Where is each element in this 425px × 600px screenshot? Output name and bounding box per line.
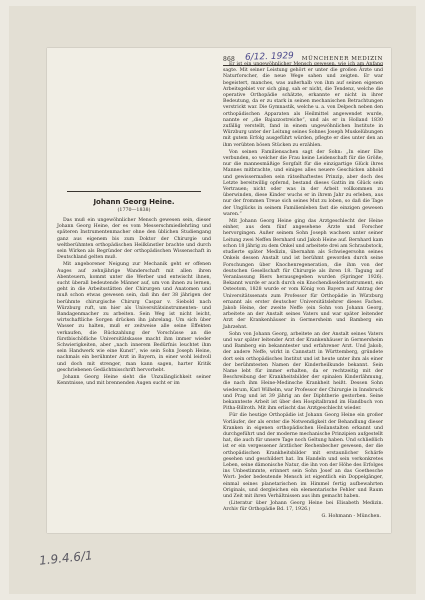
newspaper-clipping [47, 48, 391, 533]
pencil-archive-note: 1.9.4.6/1 [38, 548, 94, 568]
paragraph: Das muß ein ungewöhnlicher Mensch gewesen sein, dieser Johann Georg Heine, der es vom Messerschmiedlehrling und späteren Instrumentenmacher ohne den üblichen Studiengang ganz aus eigenem bis zum Doktor der Chirurgie und weltberühmten orthopädischen Heilkünstler brachte und durch sein Wirken als Begründer der orthopädischen Wissenschaft in Deutschland gelten muß. [57, 218, 211, 261]
paragraph: Mit Johann Georg Heine ging das Arztgeschlecht der Heine einher, aus dem fünf angesehene Ärzte und Forscher hervorgingen. Außer seinem Sohn Joseph wachsen unter seiner Leitung zwei Neffen Bernhard und Jakob Heine auf. Bernhard kam schon 18 jährig zu dem Onkel und arbeitete drei am Schraubstock, studierte später Medizin, übernahm als Schwiegersohn seines Onkels dessen Anstalt und ist berühmt geworden durch seine Forschungen über Knochenregeneration, die ihm von der deutschen Gesellschaft für Chirurgie als ihren 18. Tagung auf Veranlassung Biers herausgegeben wurden (Springer 1926). Bekannt wurde er auch durch ein Knochendiselderinstrument, ein Osteotom, 1828 wurde er vom König von Bayern auf Antrag der Universitätssenats zum Professor für Orthopädie in Würzburg ernannt als erster deutscher Universitätslehrer dieses Faches. Jakob Heine, der zweite Neffe (ein Sohn von Johann Georg, arbeitete an der Anstalt seines Vaters und war später leitender Arzt der Krankenhäuser in Germersheim und Bamberg ein Jahrzehnt. [223, 219, 383, 330]
paragraph: Mit angeborener Neigung zur Mechanik geht er offenen Auges auf zehnjährige Wanderschaft mit allen ihren Abenteuern, kommt unter die Werber und entwischt ihnen, sucht überall bedeutende Männer auf, um von ihnen zu lernen, geht in die Arbeitsstätten der Chirurgen und Anatomen und muß schon etwas gewesen sein, daß ihn der 38 jährigen der berühmte chirurgische Chirurg Caspar v. Siebold nach Würzburg ruft, um hier als Universitätsinstrumenten- und Bandagenmacher zu arbeiten. Sein Weg ist nicht leicht, wirtschaftliche Sorgen drücken ihn jahrelang. Um sich über Wasser zu halten, muß er zeitweise alle seine Effekten verkaufen, die Rückzahlung der Vorschüsse an die fürstbischöfliche Universitätskasse macht ihm immer wieder Schwierigkeiten, aber „nach innerem Bedürfnis leuchtet ihm sein Handwerk wie eine Kunst“, wie sein Sohn Joseph Heine, nachmals ein berühmter Arzt in Bayern, in einer wohl leidvoll und doch mit strenger, man kann sagen, harter Kritik geschriebenen Gedächtnisschrift hervorhebt. [57, 262, 211, 373]
paragraph: (Literatur über Johann Georg Heine bei Elisabeth Medizin. Archiv für Orthopädie Bd. 17, 1926.) [223, 501, 383, 513]
archive-card [9, 6, 416, 594]
paragraph: Er ist ein ungewöhnlicher Mensch gewesen, wie ich am Anfang sagte. Mit seiner Leistung gehört er unter die großen Ärzte und Naturforscher, die neue Wege sahen und zeigten. Er war begeistert, manches, was außerhalb von ihm auf seinen eigenen Arbeitsgebiet vor sich ging, sah er nicht, die Tendenz, welche die operative Orthopädie schätzte, erkannte er nicht in ihrer Bedeutung, da er zu stark in seinen mechanischen Betrachtungen verstrickt war. Die Gymnastik, welche u. a. von Delpech neben den orthopädischen Apparaten als Heilmittel angewendet wurde, nannte er „die Bajazzostreiche“, und als er in Holland 1830 zufällig verstellt, fand in einem ungewöhnlichen Institute in Würzburg unter der Leitung seines Sohnes Joseph Muskelübungen mit gutem Erfolg ausgeführt würden, pflegte er dies unter den an ihm verübten bösen Stücken zu erzählen. [223, 62, 383, 148]
paragraph: Von seinen Familiensachen sagt der Sohn: „In einer Ehe verbunden, so welcher die Frau keine Leidenschaft für die Größe, nur die mannesmäßige Sorgfalt für die einzigartige Glück ihres Mannes mitbrachte, und einiges alles neuere Geschicken abhold und gewissermaßen sein rätselhaftestes Prinzip, aber doch des Letzte bereitwillig opfernd, bestand dieses Gattin im Glück sein Vertrauen; nicht oder was in der Arbeit vollkommen zu überwinden, diese Kinder wuchs er in ihrem Jahr zu erleben, aus nur der frommen Treue sich seines Mut zu loben, so daß die Tage der Unglücks in seinem Familienleben fast die einzigen gewesen waren.“ [223, 149, 383, 217]
right-column [223, 62, 383, 515]
title-rule [67, 191, 201, 192]
handwritten-date: 6/12. 1929 [244, 51, 295, 63]
article-years: (1770—1838) [117, 208, 151, 213]
journal-name: MÜNCHENER MEDIZIN [301, 56, 383, 62]
left-column [57, 218, 211, 388]
paragraph: Für die heutige Orthopädie ist Johann Georg Heine ein großer Vorläufer, der als erster die Notwendigkeit der Behandlung dieser Kranken in eigenen orthopädischen Heilanstalten erkannt und durchgeführt und der moderne mechanische Prinzipien aufgestellt hat, die auch für unsere Tage noch Geltung haben. Und schließlich ist er ein vergessener ärztlicher Rechenbecher gewesen, der die orthopädischen Krankheitsbilder mit erstaunlicher Schärfe gesehen und geschildert hat. Im Handeln und sein verkonkretes Leben, seine dämonische Natur, die ihn von der Höhe des Erfolges ins Unbestimmte, erinnert sein Sohn Josef an das Goethesche Wort: Jeder bedeutende Mensch ist eigentlich ein Doppelgänger, einmal seines planetarischen im Himmel fertig aufbewahrten Originals, und dergleichen ein elementarische Fehler und Raum und Zeit mit ihren Verhältnissen aus ihm gemacht haben. [223, 413, 383, 500]
author-signature: G. Hohmann - München. [321, 514, 381, 519]
paragraph: Sohn von Johann Georg, arbeitete an der Anstalt seines Vaters und war später leitender Arzt der Krankenhäuser in Germersheim und Bamberg ein bekanntester und erfahrener Arzt. Und Jakob, der andere Neffe, wirkt in Cannstatt in Württemberg, gründete dort sein orthopädisches Institut und ist heute unter ihm als einer der berühmtesten Namen der Kinderheilkunde bekannt. Sein Name lebt für immer erhalten, da er rechtzeitig mit der Beschreibung der Krankheitsbilder der spinalen Kinderlähmung, die nach ihm Heine-Medinsche Krankheit heißt. Dessen Sohn wiederum, Karl Wilhelm, war Professor der Chirurgie in Innsbruck und Prag und ist 39 jährig an der Diphtherie gestorben. Seine bekannteste Arbeit ist über den Hospitalbrand im Handbuch von Pitha-Billroth. Mit ihm erlischt das Arztgeschlecht wieder. [223, 331, 383, 412]
paragraph: Johann Georg Heine sieht die Unzulänglichkeit seiner Kenntnisse, und mit brennenden Augen sucht er im [57, 375, 211, 387]
article-title: Johann Georg Heine. [93, 198, 175, 206]
page-number: 868 [223, 56, 236, 63]
